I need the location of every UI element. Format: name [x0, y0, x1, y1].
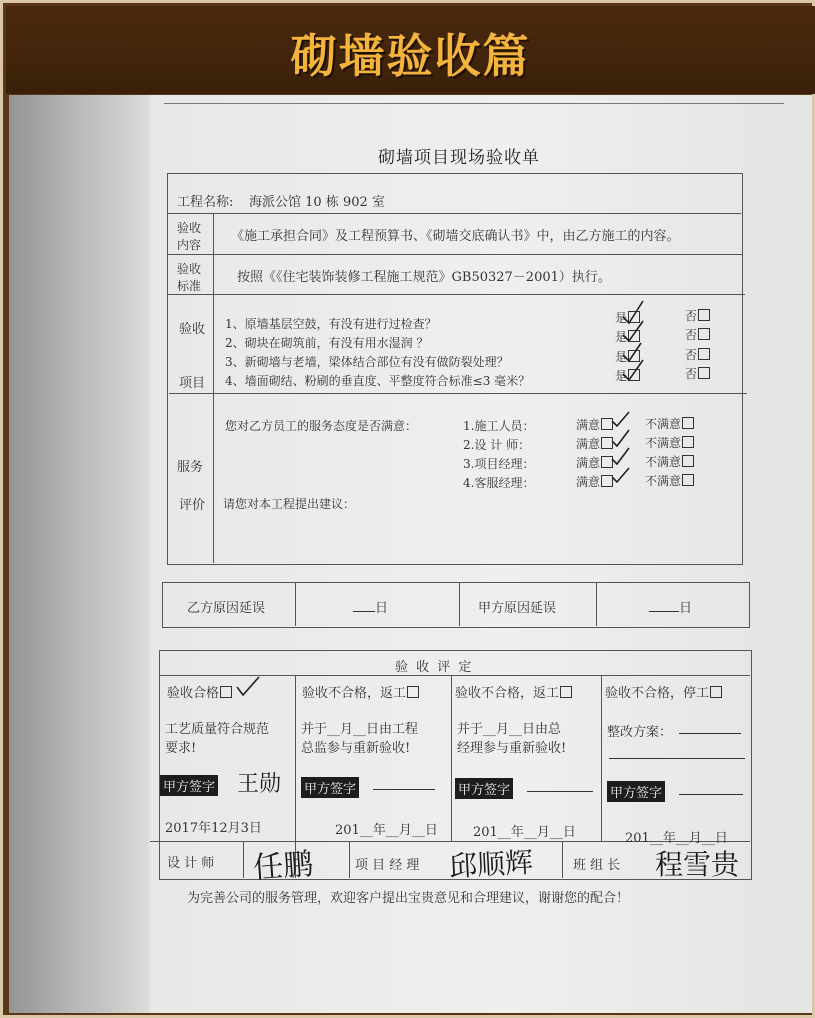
pass-signature: 王勋 [237, 772, 282, 797]
satisfied-label: 满意 [576, 418, 601, 432]
rework2-date: 201__年__月__日 [473, 825, 576, 840]
checkbox[interactable] [682, 436, 694, 448]
rework-text: 总监参与重新验收! [301, 741, 411, 756]
standard-label: 验收 [177, 262, 202, 276]
content-text: 《施工承担合同》及工程预算书、《砌墙交底确认书》中，由乙方施工的内容。 [231, 229, 680, 244]
stop-label: 验收不合格，停工 [605, 686, 710, 701]
check-item-4: 4、墙面砌结、粉刷的垂直度、平整度符合标准≤3 毫米？ [225, 374, 531, 388]
stop-option[interactable] [605, 682, 722, 701]
pass-text: 要求! [165, 741, 197, 756]
rework-label: 验收不合格，返工 [302, 686, 407, 701]
days-blank[interactable] [649, 611, 679, 612]
sign-blank[interactable] [679, 794, 743, 795]
days-unit: 日 [375, 601, 389, 616]
staff-cs: 4.客服经理： [463, 476, 535, 490]
pass-option[interactable] [167, 682, 232, 701]
rework-option-2[interactable] [455, 682, 572, 701]
form-paper [9, 95, 812, 1013]
unsatisfied-label: 不满意 [645, 417, 682, 431]
divider [243, 841, 244, 878]
items-label: 验收 [179, 322, 206, 337]
party-b-delay-days[interactable] [353, 597, 388, 616]
banner [6, 6, 815, 94]
divider [451, 675, 452, 841]
checkbox[interactable] [682, 455, 694, 467]
footer-note: 为完善公司的服务管理，欢迎客户提出宝贵意见和合理建议，谢谢您的配合！ [187, 891, 630, 906]
satisfied-checkbox[interactable] [576, 473, 613, 490]
plan-blank[interactable] [679, 733, 741, 734]
project-name-value: 海派公馆 10 栋 902 室 [249, 195, 385, 210]
satisfied-checkbox[interactable] [576, 416, 613, 433]
party-a-delay-label: 甲方原因延误 [478, 601, 557, 616]
standard-label: 标准 [177, 279, 202, 293]
party-b-delay-label: 乙方原因延误 [187, 601, 266, 616]
satisfied-checkbox[interactable] [576, 454, 613, 471]
team-leader-label: 班 组 长 [573, 858, 621, 873]
rework-text: 经理参与重新验收! [457, 741, 567, 756]
service-question: 您对乙方员工的服务态度是否满意： [225, 419, 418, 433]
yes-label: 是 [615, 330, 628, 344]
pass-text: 工艺质量符合规范 [165, 722, 270, 737]
staff-construction: 1.施工人员： [463, 419, 535, 433]
check-item-2: 2、砌块在砌筑前，有没有用水湿润 ？ [225, 336, 429, 350]
unsatisfied-label: 不满意 [645, 455, 682, 469]
divider [562, 841, 563, 878]
divider [349, 841, 350, 878]
days-unit: 日 [679, 601, 693, 616]
unsatisfied-checkbox[interactable] [645, 472, 694, 489]
satisfied-label: 满意 [576, 475, 601, 489]
stop-sign-field[interactable] [679, 784, 743, 799]
no-label: 否 [685, 309, 698, 323]
sign-blank[interactable] [527, 791, 593, 792]
yes-label: 是 [615, 350, 628, 364]
project-name-label: 工程名称: [177, 195, 234, 210]
banner-title: 砌墙验收篇 [290, 29, 531, 83]
service-label: 服务 [177, 460, 204, 475]
pass-date: 2017年12月3日 [165, 821, 262, 836]
checkbox[interactable] [682, 474, 694, 486]
divider [601, 675, 602, 841]
sign-blank[interactable] [373, 789, 435, 790]
check-item-1: 1、原墙基层空鼓，有没有进行过检查？ [225, 317, 437, 331]
checkbox[interactable] [601, 437, 613, 449]
checkbox[interactable] [220, 686, 232, 698]
yes-label: 是 [615, 369, 628, 383]
designer-label: 设 计 师 [167, 856, 215, 871]
checkbox[interactable] [601, 418, 613, 430]
rework-date: 201__年__月__日 [335, 823, 438, 838]
check-item-3: 3、新砌墙与老墙，梁体结合部位有没有做防裂处理？ [225, 355, 509, 369]
unsatisfied-checkbox[interactable] [645, 453, 694, 470]
staff-pm: 3.项目经理： [463, 457, 535, 471]
plan-blank-line [609, 758, 745, 759]
divider [596, 582, 597, 626]
rectify-plan-field[interactable] [679, 723, 741, 738]
rectify-plan-label: 整改方案： [607, 725, 673, 740]
service-label: 评价 [179, 498, 206, 513]
unsatisfied-checkbox[interactable] [645, 434, 694, 451]
divider [159, 675, 750, 676]
checkbox[interactable] [710, 686, 722, 698]
checkbox[interactable] [601, 475, 613, 487]
rework-sign-label: 甲方签字 [301, 777, 359, 798]
pm-signature: 邱顺辉 [448, 845, 534, 884]
content-label: 内容 [177, 238, 202, 252]
pass-label: 验收合格 [167, 686, 220, 701]
form-title: 砌墙项目现场验收单 [378, 148, 540, 168]
rework2-sign-label: 甲方签字 [455, 778, 513, 799]
satisfied-label: 满意 [576, 456, 601, 470]
rework-label: 验收不合格，返工 [455, 686, 560, 701]
rework-text: 并于__月__日由总 [457, 722, 562, 737]
checkbox[interactable] [601, 456, 613, 468]
no-label: 否 [685, 328, 698, 342]
divider [459, 582, 460, 626]
yes-label: 是 [615, 311, 628, 325]
rework-text: 并于__月__日由工程 [301, 722, 419, 737]
no-label: 否 [685, 367, 698, 381]
designer-signature: 任鹏 [252, 846, 315, 887]
pass-sign-label: 甲方签字 [160, 775, 218, 796]
stop-sign-label: 甲方签字 [607, 781, 665, 802]
rework-sign-field[interactable] [373, 779, 435, 794]
divider [295, 582, 296, 626]
checkbox[interactable] [682, 417, 694, 429]
stop-date: 201__年__月__日 [625, 831, 728, 846]
unsatisfied-label: 不满意 [645, 474, 682, 488]
rework2-sign-field[interactable] [527, 781, 593, 796]
service-suggestion: 请您对本工程提出建议： [223, 497, 356, 511]
pm-label: 项 目 经 理 [355, 858, 420, 873]
team-leader-signature: 程雪贵 [655, 848, 740, 881]
standard-text: 按照《《住宅装饰装修工程施工规范》GB50327－2001）执行。 [237, 270, 611, 285]
rework-option-1[interactable] [302, 682, 419, 701]
days-blank[interactable] [353, 611, 375, 612]
no-label: 否 [685, 348, 698, 362]
satisfied-label: 满意 [576, 437, 601, 451]
unsatisfied-checkbox[interactable] [645, 415, 694, 432]
evaluation-header: 验 收 评 定 [395, 660, 474, 675]
unsatisfied-label: 不满意 [645, 436, 682, 450]
checkbox[interactable] [407, 686, 419, 698]
content-label: 验收 [177, 221, 202, 235]
items-label: 项目 [179, 376, 206, 391]
party-a-delay-days[interactable] [649, 597, 692, 616]
staff-designer: 2.设 计 师： [463, 438, 531, 452]
checkbox[interactable] [560, 686, 572, 698]
satisfied-checkbox[interactable] [576, 435, 613, 452]
